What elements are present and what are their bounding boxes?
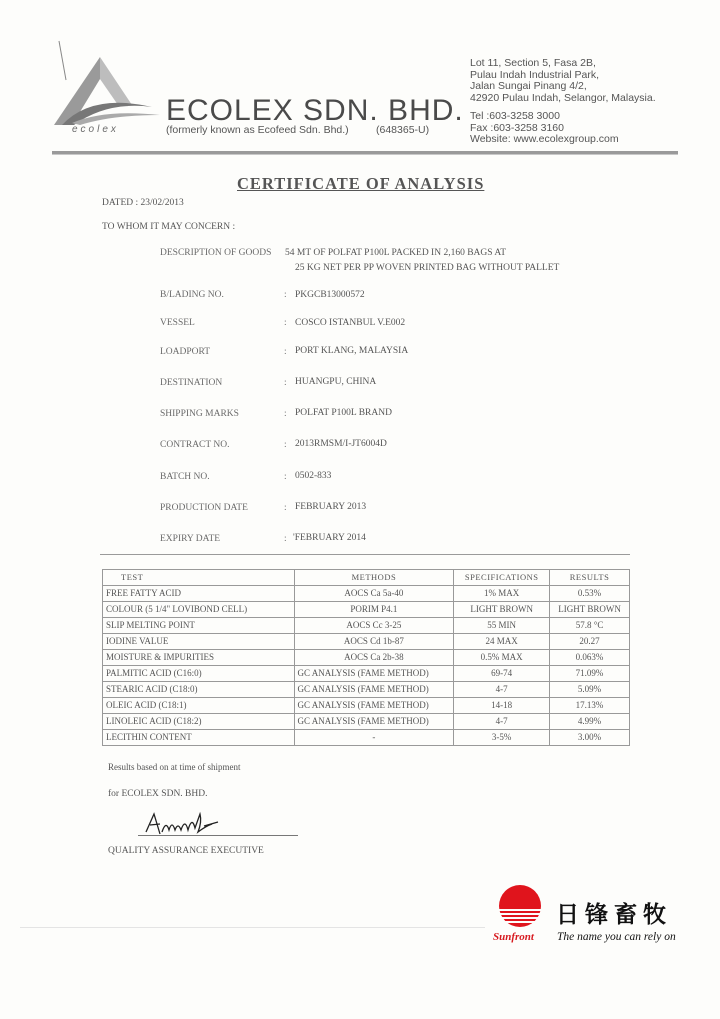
address-line: Pulau Indah Industrial Park, — [470, 68, 599, 81]
colon: : — [284, 347, 287, 357]
table-header-row — [103, 570, 630, 586]
colon: : — [284, 472, 287, 482]
company-address — [470, 58, 656, 104]
test-cell: IODINE VALUE — [103, 634, 295, 650]
batch-value: 0502-833 — [295, 471, 332, 481]
table-row — [103, 602, 630, 618]
table-row — [103, 618, 630, 634]
table-row — [103, 666, 630, 682]
vessel-value: COSCO ISTANBUL V.E002 — [295, 318, 406, 328]
header-methods: METHODS — [294, 570, 454, 586]
section-divider — [100, 554, 630, 555]
address-line: Lot 11, Section 5, Fasa 2B, — [470, 57, 596, 69]
certificate-title: CERTIFICATE OF ANALYSIS — [237, 174, 485, 193]
spec-cell: LIGHT BROWN — [454, 602, 550, 618]
result-cell: 0.53% — [550, 586, 630, 602]
expiry-date-value: 'FEBRUARY 2014 — [293, 533, 366, 543]
contract-value: 2013RMSM/I-JT6004D — [295, 439, 387, 449]
table-row — [103, 634, 630, 650]
table-row — [103, 730, 630, 746]
company-name: ECOLEX SDN. BHD. — [166, 94, 464, 127]
lading-value: PKGCB13000572 — [295, 290, 365, 300]
header-divider — [52, 151, 678, 155]
result-cell: 57.8 °C — [550, 618, 630, 634]
colon: : — [284, 290, 287, 300]
for-company: for ECOLEX SDN. BHD. — [108, 789, 208, 799]
loadport-value: PORT KLANG, MALAYSIA — [295, 346, 409, 356]
brand-tagline: The name you can rely on — [557, 931, 676, 943]
method-cell: AOCS Ca 5a-40 — [294, 586, 454, 602]
test-cell: SLIP MELTING POINT — [103, 618, 295, 634]
table-row — [103, 682, 630, 698]
shipping-marks-label: SHIPPING MARKS — [160, 409, 239, 419]
header-test: TEST — [103, 570, 295, 586]
production-date-label: PRODUCTION DATE — [160, 503, 248, 513]
telephone: Tel :603-3258 3000 — [470, 110, 560, 122]
shipping-marks-value: POLFAT P100L BRAND — [295, 408, 392, 418]
sunfront-brand: Sunfront — [493, 931, 534, 943]
test-cell: OLEIC ACID (C18:1) — [103, 698, 295, 714]
signatory-title: QUALITY ASSURANCE EXECUTIVE — [108, 846, 264, 856]
table-row — [103, 650, 630, 666]
description-value-line1: 54 MT OF POLFAT P100L PACKED IN 2,160 BAGS AT — [285, 248, 507, 258]
production-date-value: FEBRUARY 2013 — [295, 502, 367, 512]
spec-cell: 14-18 — [454, 698, 550, 714]
spec-cell: 69-74 — [454, 666, 550, 682]
company-contacts — [470, 111, 619, 146]
spec-cell: 4-7 — [454, 682, 550, 698]
result-cell: 4.99% — [550, 714, 630, 730]
test-cell: STEARIC ACID (C18:0) — [103, 682, 295, 698]
table-row — [103, 586, 630, 602]
salutation: TO WHOM IT MAY CONCERN : — [102, 222, 236, 232]
method-cell: AOCS Cc 3-25 — [294, 618, 454, 634]
test-cell: LECITHIN CONTENT — [103, 730, 295, 746]
colon: : — [284, 409, 287, 419]
company-former-name: (formerly known as Ecofeed Sdn. Bhd.) — [166, 124, 349, 136]
colon: : — [284, 503, 287, 513]
result-cell: 71.09% — [550, 666, 630, 682]
loadport-label: LOADPORT — [160, 347, 211, 357]
header-results: RESULTS — [550, 570, 630, 586]
colon: : — [284, 440, 287, 450]
colon: : — [284, 378, 287, 388]
analysis-table — [102, 569, 630, 746]
test-cell: COLOUR (5 1/4" LOVIBOND CELL) — [103, 602, 295, 618]
signature-line — [138, 835, 298, 836]
website: Website: www.ecolexgroup.com — [470, 133, 619, 145]
result-cell: 0.063% — [550, 650, 630, 666]
colon: : — [284, 534, 287, 544]
result-cell: 17.13% — [550, 698, 630, 714]
fax: Fax :603-3258 3160 — [470, 121, 564, 134]
test-cell: PALMITIC ACID (C16:0) — [103, 666, 295, 682]
method-cell: AOCS Cd 1b-87 — [294, 634, 454, 650]
destination-label: DESTINATION — [160, 378, 223, 388]
header-specifications: SPECIFICATIONS — [454, 570, 550, 586]
sunfront-logo-icon — [491, 884, 549, 928]
lading-label: B/LADING NO. — [160, 290, 224, 300]
spec-cell: 3-5% — [454, 730, 550, 746]
spec-cell: 1% MAX — [454, 586, 550, 602]
company-registration: (648365-U) — [376, 124, 430, 136]
contract-label: CONTRACT NO. — [160, 440, 230, 450]
ecolex-logo-icon — [52, 55, 164, 135]
batch-label: BATCH NO. — [160, 472, 210, 482]
method-cell: GC ANALYSIS (FAME METHOD) — [294, 698, 454, 714]
result-cell: 20.27 — [550, 634, 630, 650]
expiry-date-label: EXPIRY DATE — [160, 534, 221, 544]
test-cell: MOISTURE & IMPURITIES — [103, 650, 295, 666]
method-cell: GC ANALYSIS (FAME METHOD) — [294, 714, 454, 730]
test-cell: FREE FATTY ACID — [103, 586, 295, 602]
spec-cell: 0.5% MAX — [454, 650, 550, 666]
colon: : — [284, 318, 287, 328]
method-cell: - — [294, 730, 454, 746]
spec-cell: 24 MAX — [454, 634, 550, 650]
test-cell: LINOLEIC ACID (C18:2) — [103, 714, 295, 730]
destination-value: HUANGPU, CHINA — [295, 377, 377, 387]
table-row — [103, 714, 630, 730]
spec-cell: 4-7 — [454, 714, 550, 730]
description-value-line2: 25 KG NET PER PP WOVEN PRINTED BAG WITHOUT PALLET — [295, 263, 560, 273]
table-row — [103, 698, 630, 714]
result-cell: 5.09% — [550, 682, 630, 698]
method-cell: PORIM P4.1 — [294, 602, 454, 618]
method-cell: GC ANALYSIS (FAME METHOD) — [294, 666, 454, 682]
date-line: DATED : 23/02/2013 — [102, 198, 184, 208]
result-cell: 3.00% — [550, 730, 630, 746]
logo-wordmark: ecolex — [72, 124, 119, 135]
result-cell: LIGHT BROWN — [550, 602, 630, 618]
method-cell: GC ANALYSIS (FAME METHOD) — [294, 682, 454, 698]
chinese-brand-name: 日锋畜牧 — [556, 902, 672, 928]
description-label: DESCRIPTION OF GOODS — [160, 248, 272, 258]
spec-cell: 55 MIN — [454, 618, 550, 634]
vessel-label: VESSEL — [160, 318, 195, 328]
address-line: Jalan Sungai Pinang 4/2, — [470, 80, 587, 92]
address-line: 42920 Pulau Indah, Selangor, Malaysia. — [470, 91, 656, 104]
bottom-divider — [20, 927, 485, 928]
method-cell: AOCS Ca 2b-38 — [294, 650, 454, 666]
results-note: Results based on at time of shipment — [108, 762, 241, 772]
